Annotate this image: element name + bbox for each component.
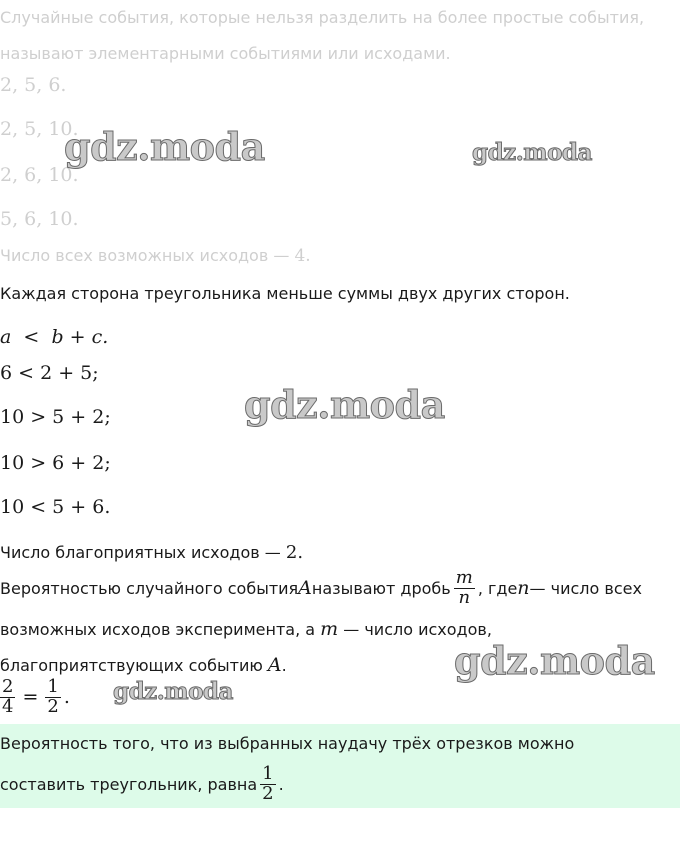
answer-line-1: Вероятность того, что из выбранных наудачу трёх отрезков можно [0, 734, 575, 753]
total-outcomes [0, 246, 311, 266]
lt-sign: < [23, 326, 40, 348]
combo-3: 2, 6, 10. [0, 164, 79, 186]
definition-var-n: n [517, 577, 530, 599]
definition-line2-p1: возможных исходов эксперимента, а [0, 620, 321, 639]
watermark-logo: gdz.moda [113, 678, 233, 705]
answer-num: 1 [262, 762, 274, 784]
plus-sign: + [69, 326, 86, 348]
definition-p1: Вероятностью случайного события [0, 578, 299, 598]
definition-line-1 [0, 562, 642, 614]
answer-line-2 [0, 760, 284, 808]
triangle-rule: Каждая сторона треугольника меньше суммы двух других сторон. [0, 284, 570, 303]
answer-text: составить треугольник, равна [0, 774, 258, 794]
fraction-1-over-2 [45, 678, 60, 717]
watermark-logo: gdz.moda [64, 124, 265, 169]
definition-p3: , где [477, 578, 518, 598]
watermark-logo: gdz.moda [244, 382, 445, 427]
watermark-logo: gdz.moda [454, 638, 655, 683]
definition-p4: — число всех [529, 578, 642, 598]
var-c: c. [91, 326, 109, 348]
calc-den2: 2 [47, 695, 59, 717]
inequality-3: 10 > 6 + 2; [0, 452, 111, 474]
general-inequality [0, 326, 108, 348]
definition-line3-p1: благоприятствующих событию [0, 656, 268, 675]
combo-4: 5, 6, 10. [0, 208, 79, 230]
fraction-2-over-4 [0, 678, 15, 717]
definition-var-m: m [320, 618, 339, 640]
total-outcomes-text: Число всех возможных исходов — [0, 246, 295, 265]
favorable-text: Число благоприятных исходов — [0, 543, 286, 562]
combo-1: 2, 5, 6. [0, 74, 67, 96]
favorable-outcomes [0, 542, 303, 563]
calc-num1: 2 [2, 676, 14, 697]
definition-line3-p2: . [281, 656, 287, 675]
equals-sign: = [22, 686, 39, 709]
definition-p2: называют дробь [311, 578, 451, 598]
calc-end: . [63, 686, 70, 709]
definition-line-3 [0, 654, 287, 676]
calc-den1: 4 [2, 695, 14, 717]
intro-line-2: называют элементарными событиями или исходами. [0, 44, 451, 63]
probability-calc [0, 678, 70, 717]
watermark-logo: gdz.moda [472, 139, 592, 166]
fraction-m-over-n [454, 566, 475, 608]
definition-var-a2: A [267, 654, 282, 676]
intro-line-1: Случайные события, которые нельзя разделить на более простые события, [0, 8, 645, 27]
total-outcomes-value: 4. [294, 246, 311, 266]
combo-2: 2, 5, 10. [0, 118, 79, 140]
calc-num2: 1 [47, 676, 59, 697]
fraction-denominator: n [458, 586, 471, 608]
answer-den: 2 [262, 782, 274, 804]
favorable-value: 2. [285, 542, 304, 563]
answer-fraction [260, 762, 275, 804]
definition-line2-p2: — число исходов, [338, 620, 492, 639]
var-b: b [51, 326, 64, 348]
answer-end: . [278, 774, 284, 794]
fraction-numerator: m [455, 566, 473, 588]
inequality-4: 10 < 5 + 6. [0, 496, 111, 518]
definition-var-a: A [298, 577, 312, 599]
var-a: a [0, 326, 12, 348]
definition-line-2 [0, 618, 492, 640]
inequality-1: 6 < 2 + 5; [0, 362, 99, 384]
inequality-2: 10 > 5 + 2; [0, 406, 111, 428]
